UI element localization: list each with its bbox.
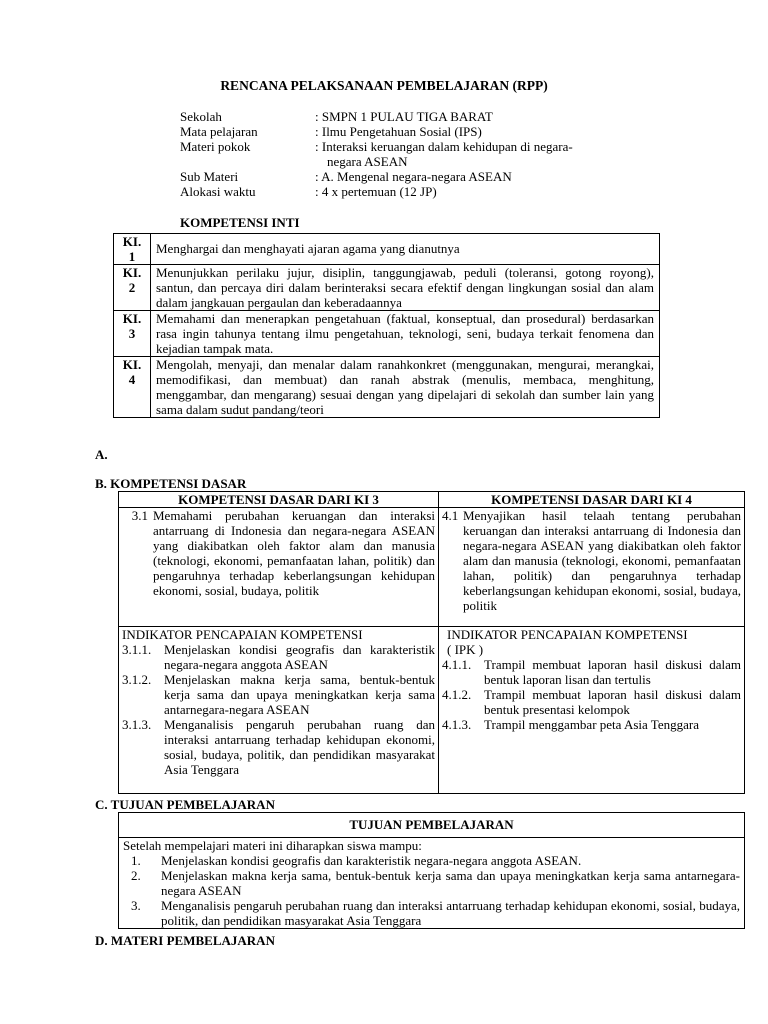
kd4-cell — [439, 508, 745, 627]
ki-label-num: 4 — [128, 372, 136, 387]
ipk4-heading: INDIKATOR PENCAPAIAN KOMPETENSI — [447, 627, 688, 642]
tp-intro: Setelah mempelajari materi ini diharapkan siswa mampu: — [123, 838, 422, 853]
table-row — [119, 627, 745, 794]
identity-label: Materi pokok — [180, 139, 251, 154]
ki-label-text: KI. — [122, 311, 142, 326]
identity-label: Sub Materi — [180, 169, 239, 184]
ipk3-item — [122, 717, 435, 777]
table-row — [114, 265, 660, 311]
ki-label-text: KI. — [122, 357, 142, 372]
ipk3-cell — [119, 627, 439, 794]
ipk3-item — [122, 642, 435, 672]
tp-num: 2. — [131, 868, 141, 883]
ki-label-num: 1 — [128, 249, 136, 264]
ki-label-num: 3 — [128, 326, 136, 341]
identity-row-school — [180, 109, 635, 124]
ipk3-num: 3.1.2. — [122, 672, 152, 687]
section-c-heading: C. TUJUAN PEMBELAJARAN — [95, 797, 275, 812]
ipk4-num: 4.1.2. — [442, 687, 472, 702]
identity-row-time — [180, 184, 635, 199]
tp-text: Menjelaskan kondisi geografis dan karakteristik negara-negara anggota ASEAN. — [161, 853, 582, 868]
kd4-num: 4.1 — [442, 508, 459, 523]
ki-label-text: KI. — [122, 234, 142, 249]
tp-item — [123, 853, 740, 868]
ki-text: Memahami dan menerapkan pengetahuan (faktual, konseptual, dan prosedural) berdasarkan rasa ingin tahunya tentang ilmu pengetahuan, teknologi, seni, budaya terkait fenomena dan kejadian tampak mata. — [151, 311, 660, 357]
kd-table — [118, 491, 745, 794]
table-row — [119, 813, 745, 838]
ipk3-text: Menjelaskan kondisi geografis dan karakteristik negara-negara anggota ASEAN — [164, 642, 435, 672]
ipk4-heading-abbr: ( IPK ) — [447, 642, 484, 657]
kd3-num: 3.1 — [131, 508, 148, 523]
tp-table — [118, 812, 745, 929]
ipk4-text: Trampil membuat laporan hasil diskusi dalam bentuk presentasi kelompok — [484, 687, 741, 717]
ki-label — [114, 234, 151, 265]
ipk3-num: 3.1.1. — [122, 642, 152, 657]
ipk4-num: 4.1.3. — [442, 717, 472, 732]
tp-text: Menganalisis pengaruh perubahan ruang dan interaksi antarruang terhadap kehidupan ekonomi, sosial, budaya, politik, dan pendidikan masyarakat Asia Tenggara — [161, 898, 740, 928]
tp-text: Menjelaskan makna kerja sama, bentuk-bentuk kerja sama dan upaya meningkatkan kerja sama antarnegara-negara ASEAN — [161, 868, 740, 898]
identity-block — [180, 109, 635, 199]
table-row — [119, 492, 745, 508]
tp-header: TUJUAN PEMBELAJARAN — [119, 813, 745, 838]
identity-row-topic — [180, 139, 635, 169]
tp-num: 3. — [131, 898, 141, 913]
identity-value-cont: negara ASEAN — [327, 154, 408, 169]
tp-item — [123, 868, 740, 898]
identity-label: Mata pelajaran — [180, 124, 258, 139]
ki-text: Menunjukkan perilaku jujur, disiplin, tanggungjawab, peduli (toleransi, gotong royong), santun, dan percaya diri dalam berinteraksi secara efektif dengan lingkungan sosial dan alam dalam jangkauan pergaulan dan keberadaannya — [151, 265, 660, 311]
identity-label: Sekolah — [180, 109, 222, 124]
ipk4-text: Trampil menggambar peta Asia Tenggara — [484, 717, 699, 732]
ipk3-heading: INDIKATOR PENCAPAIAN KOMPETENSI — [122, 627, 363, 642]
page-title: RENCANA PELAKSANAAN PEMBELAJARAN (RPP) — [220, 78, 548, 93]
ki-label — [114, 265, 151, 311]
ki-label-text: KI. — [122, 265, 142, 280]
identity-label: Alokasi waktu — [180, 184, 256, 199]
section-d-heading: D. MATERI PEMBELAJARAN — [95, 933, 275, 948]
ipk3-text: Menganalisis pengaruh perubahan ruang dan interaksi antarruang terhadap kehidupan ekonomi, sosial, budaya, politik, dan pendidikan masyarakat Asia Tenggara — [164, 717, 435, 777]
section-b-heading: B. KOMPETENSI DASAR — [95, 476, 247, 491]
ki-text: Menghargai dan menghayati ajaran agama yang dianutnya — [151, 234, 660, 265]
identity-value: : Interaksi keruangan dalam kehidupan di negara- — [315, 139, 573, 154]
tp-item — [123, 898, 740, 928]
identity-row-submateri — [180, 169, 635, 184]
ipk3-text: Menjelaskan makna kerja sama, bentuk-bentuk kerja sama dan upaya meningkatkan kerja sama antarnegara-negara ASEAN — [164, 672, 435, 717]
ki-label-num: 2 — [128, 280, 136, 295]
kd4-text: Menyajikan hasil telaah tentang perubahan keruangan dan interaksi antarruang di Indonesia dan negara-negara ASEAN yang diakibatkan oleh faktor alam dan manusia (teknologi, ekonomi, pemanfaatan lahan, politik) dan pengaruhnya terhadap keberlangsungan kehidupan ekonomi, sosial, budaya, politik — [463, 508, 741, 613]
tp-num: 1. — [131, 853, 141, 868]
identity-row-subject — [180, 124, 635, 139]
table-row — [114, 311, 660, 357]
kd3-item — [122, 508, 435, 598]
ki-label — [114, 311, 151, 357]
table-row — [119, 508, 745, 627]
ki-label — [114, 357, 151, 418]
ipk3-item — [122, 672, 435, 717]
tp-cell — [119, 838, 745, 929]
kd3-text: Memahami perubahan keruangan dan interaksi antarruang di Indonesia dan negara-negara ASEAN yang diakibatkan oleh faktor alam dan manusia (teknologi, ekonomi, pemanfaatan lahan, politik) dan pengaruhnya terhadap keberlangsungan kehidupan ekonomi, sosial, budaya, politik — [153, 508, 435, 598]
kd4-header: KOMPETENSI DASAR DARI KI 4 — [439, 492, 745, 508]
ipk4-item — [442, 687, 741, 717]
ipk4-text: Trampil membuat laporan hasil diskusi dalam bentuk laporan lisan dan tertulis — [484, 657, 741, 687]
ipk4-item — [442, 717, 741, 732]
kd4-item — [442, 508, 741, 613]
kd3-header: KOMPETENSI DASAR DARI KI 3 — [119, 492, 439, 508]
identity-value: : 4 x pertemuan (12 JP) — [315, 184, 437, 199]
ki-text: Mengolah, menyaji, dan menalar dalam ranahkonkret (menggunakan, mengurai, merangkai, memodifikasi, dan membuat) dan ranah abstrak (menulis, membaca, menghitung, menggambar, dan mengarang) sesuai dengan yang dipelajari di sekolah dan sumber lain yang sama dalam sudut pandang/teori — [151, 357, 660, 418]
ki-table — [113, 233, 660, 418]
section-a-heading: A. — [95, 447, 108, 462]
identity-value: : SMPN 1 PULAU TIGA BARAT — [315, 109, 493, 124]
ipk4-cell — [439, 627, 745, 794]
table-row — [119, 838, 745, 929]
identity-value: : Ilmu Pengetahuan Sosial (IPS) — [315, 124, 482, 139]
table-row — [114, 357, 660, 418]
ipk4-item — [442, 657, 741, 687]
identity-value-wrap — [315, 139, 635, 169]
identity-value: : A. Mengenal negara-negara ASEAN — [315, 169, 512, 184]
ipk4-num: 4.1.1. — [442, 657, 472, 672]
ipk3-num: 3.1.3. — [122, 717, 152, 732]
kd3-cell — [119, 508, 439, 627]
table-row — [114, 234, 660, 265]
ki-heading: KOMPETENSI INTI — [180, 215, 300, 230]
